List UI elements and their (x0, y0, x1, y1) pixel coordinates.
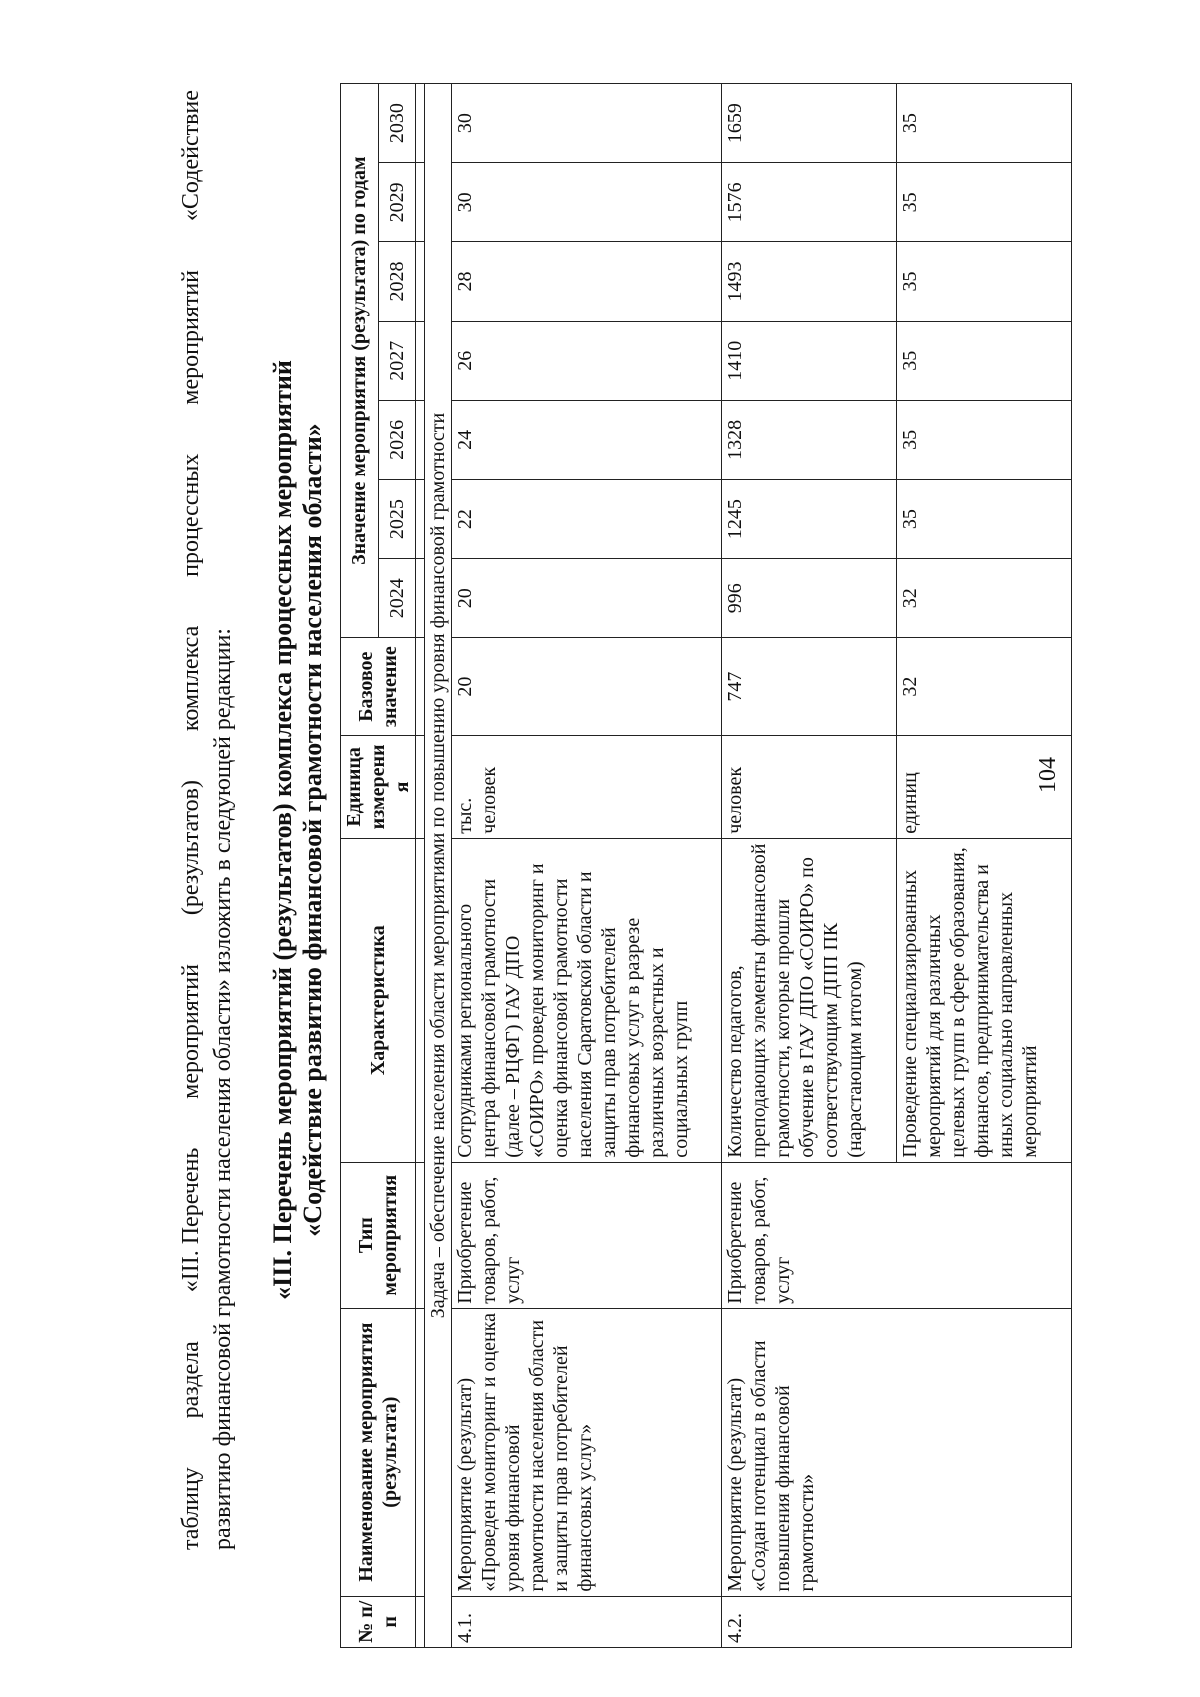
row-value: 1410 (722, 321, 897, 400)
spacer-cell (416, 1162, 425, 1308)
header-row-1 (341, 84, 379, 1648)
header-year: 2027 (378, 321, 416, 400)
row-value: 1328 (722, 400, 897, 479)
rotated-page-content (130, 60, 1160, 1660)
row-base: 747 (722, 638, 897, 736)
header-year: 2029 (378, 163, 416, 242)
intro-paragraph (175, 90, 239, 1550)
row-base: 32 (897, 638, 1072, 736)
row-name: Мероприятие (результат) «Проведен мониторинг и оценка уровня финансовой грамотности населения области и защиты прав потребителей финансовых услуг» (452, 1308, 722, 1596)
intro-word: «III. Перечень (178, 1147, 204, 1293)
row-value: 24 (452, 400, 722, 479)
header-values: Значение мероприятия (результата) по годам (341, 84, 379, 638)
row-value: 22 (452, 479, 722, 558)
spacer-cell (416, 735, 425, 838)
task-text: Задача – обеспечение населения области мероприятиями по повышению уровня финансовой грамотности (425, 84, 452, 1648)
spacer-cell (416, 479, 425, 558)
spacer-cell (416, 163, 425, 242)
intro-line-2: развитию финансовой грамотности населения области» изложить в следующей редакции: (210, 628, 236, 1550)
row-value: 35 (897, 479, 1072, 558)
spacer-cell (416, 838, 425, 1162)
header-base: Базовое значение (341, 638, 416, 736)
task-row (425, 84, 452, 1648)
section-heading-line-2: «Содействие развитию финансовой грамотности населения области» (298, 423, 327, 1237)
row-value: 1659 (722, 84, 897, 163)
spacer-cell (416, 1596, 425, 1647)
row-value: 35 (897, 321, 1072, 400)
spacer-cell (416, 638, 425, 736)
row-value: 32 (897, 559, 1072, 638)
row-base: 20 (452, 638, 722, 736)
row-num: 4.1. (452, 1596, 722, 1647)
spacer-cell (416, 84, 425, 163)
row-value: 35 (897, 84, 1072, 163)
row-value: 35 (897, 163, 1072, 242)
spacer-cell (416, 1308, 425, 1596)
header-year: 2024 (378, 559, 416, 638)
row-type: Приобретение товаров, работ, услуг (452, 1162, 722, 1308)
row-unit: единиц (897, 735, 1072, 838)
row-value: 30 (452, 163, 722, 242)
intro-word: комплекса (178, 625, 204, 732)
header-characteristic: Характеристика (341, 838, 416, 1162)
header-year: 2028 (378, 242, 416, 321)
table-row (722, 84, 897, 1648)
intro-word: «Содействие (178, 90, 204, 222)
header-year: 2030 (378, 84, 416, 163)
row-value: 35 (897, 242, 1072, 321)
measures-table (340, 83, 1072, 1648)
row-value: 28 (452, 242, 722, 321)
row-value: 35 (897, 400, 1072, 479)
row-characteristic: Проведение специализированных мероприятий для различных целевых групп в сфере образования, финансов, предпринимательства и иных социально направленных мероприятий (897, 838, 1072, 1162)
row-characteristic: Количество педагогов, преподающих элементы финансовой грамотности, которые прошли обучение в ГАУ ДПО «СОИРО» по соответствующим ДПП ПК (нарастающим итогом) (722, 838, 897, 1162)
intro-word: мероприятий (178, 269, 204, 405)
header-year: 2026 (378, 400, 416, 479)
row-value: 30 (452, 84, 722, 163)
row-unit: человек (722, 735, 897, 838)
table-row (452, 84, 722, 1648)
header-num: № п/п (341, 1596, 416, 1647)
page-number: 104 (1035, 757, 1061, 793)
row-unit: тыс. человек (452, 735, 722, 838)
intro-word: таблицу (178, 1467, 204, 1550)
intro-word: раздела (178, 1341, 204, 1419)
spacer-cell (416, 242, 425, 321)
intro-word: (результатов) (178, 779, 204, 916)
header-year: 2025 (378, 479, 416, 558)
row-num: 4.2. (722, 1596, 1072, 1647)
row-value: 1576 (722, 163, 897, 242)
header-type: Тип мероприятия (341, 1162, 416, 1308)
section-heading-line-1: «III. Перечень мероприятий (результатов) комплекса процессных мероприятий (268, 360, 297, 1300)
header-unit: Единица измерения (341, 735, 416, 838)
intro-line-1 (175, 90, 207, 1550)
spacer-row (416, 84, 425, 1648)
spacer-cell (416, 400, 425, 479)
header-name: Наименование мероприятия (результата) (341, 1308, 416, 1596)
row-type: Приобретение товаров, работ, услуг (722, 1162, 1072, 1308)
row-name: Мероприятие (результат) «Создан потенциал в области повышения финансовой грамотности» (722, 1308, 1072, 1596)
intro-word: мероприятий (178, 964, 204, 1099)
row-value: 20 (452, 559, 722, 638)
spacer-cell (416, 559, 425, 638)
row-value: 996 (722, 559, 897, 638)
row-value: 1245 (722, 479, 897, 558)
row-value: 1493 (722, 242, 897, 321)
intro-word: процессных (178, 453, 204, 577)
row-value: 26 (452, 321, 722, 400)
spacer-cell (416, 321, 425, 400)
row-characteristic: Сотрудниками регионального центра финансовой грамотности (далее – РЦФГ) ГАУ ДПО «СОИРО» проведен мониторинг и оценка финансовой грамотности населения Саратовской области и защиты прав потребителей финансовых услуг в разрезе различных возрастных и социальных групп (452, 838, 722, 1162)
